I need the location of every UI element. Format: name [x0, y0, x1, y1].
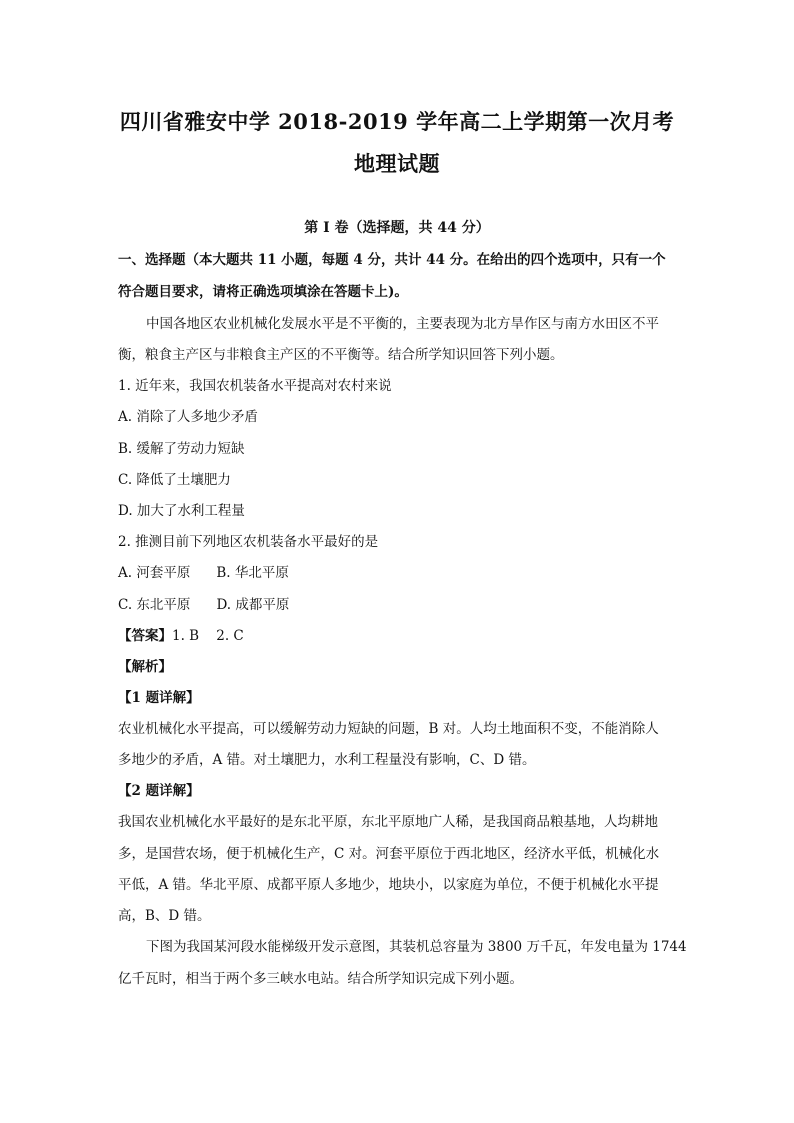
answer-label: 【答案】 — [118, 628, 172, 644]
passage1-line-2: 衡，粮食主产区与非粮食主产区的不平衡等。结合所学知识回答下列小题。 — [118, 347, 564, 363]
analysis-label: 【解析】 — [118, 659, 172, 675]
q1-option-c: C. 降低了土壤肥力 — [118, 472, 231, 488]
q2-stem: 2. 推测目前下列地区农机装备水平最好的是 — [118, 534, 379, 550]
answer-line — [118, 624, 678, 644]
q2-detail-line-4: 高，B、D 错。 — [118, 908, 211, 924]
q1-detail-line-2: 多地少的矛盾，A 错。对土壤肥力，水利工程量没有影响，C、D 错。 — [118, 752, 536, 768]
q2-option-b: B. 华北平原 — [216, 565, 289, 581]
q1-option-d: D. 加大了水利工程量 — [118, 503, 245, 519]
doc-subtitle: 地理试题 — [354, 151, 440, 176]
q1-detail-line-1: 农业机械化水平提高，可以缓解劳动力短缺的问题，B 对。人均土地面积不变，不能消除人 — [118, 721, 659, 737]
instructions-line-2: 符合题目要求，请将正确选项填涂在答题卡上)。 — [118, 284, 408, 300]
q2-option-d: D. 成都平原 — [216, 597, 290, 613]
q1-detail-label: 【1 题详解】 — [118, 690, 200, 706]
doc-title: 四川省雅安中学 2018-2019 学年高二上学期第一次月考 — [119, 109, 675, 134]
q2-detail-line-2: 多，是国营农场，便于机械化生产，C 对。河套平原位于西北地区，经济水平低，机械化水 — [118, 846, 660, 862]
q2-detail-label: 【2 题详解】 — [118, 783, 200, 799]
passage2-line-2: 亿千瓦时，相当于两个多三峡水电站。结合所学知识完成下列小题。 — [118, 971, 523, 987]
q2-options-cd — [118, 593, 678, 613]
q2-option-a: A. 河套平原 — [118, 565, 191, 581]
q1-option-b: B. 缓解了劳动力短缺 — [118, 441, 245, 457]
passage1-line-1: 中国各地区农业机械化发展水平是不平衡的，主要表现为北方旱作区与南方水田区不平 — [146, 316, 659, 332]
passage2-line-1: 下图为我国某河段水能梯级开发示意图，其装机总容量为 3800 万千瓦，年发电量为 1744 — [146, 939, 687, 955]
instructions-line-1: 一、选择题（本大题共 11 小题，每题 4 分，共计 44 分。在给出的四个选项中，只有一个 — [118, 252, 666, 268]
q2-options-ab — [118, 561, 678, 581]
q1-option-a: A. 消除了人多地少矛盾 — [118, 409, 258, 425]
answer-values: 1. B 2. C — [172, 628, 244, 644]
section-heading: 第 I 卷（选择题，共 44 分） — [304, 220, 490, 236]
q2-detail-line-1: 我国农业机械化水平最好的是东北平原，东北平原地广人稀，是我国商品粮基地，人均耕地 — [118, 814, 658, 830]
q2-detail-line-3: 平低，A 错。华北平原、成都平原人多地少，地块小，以家庭为单位，不便于机械化水平提 — [118, 877, 659, 893]
q2-option-c: C. 东北平原 — [118, 597, 191, 613]
q1-stem: 1. 近年来，我国农机装备水平提高对农村来说 — [118, 378, 392, 394]
